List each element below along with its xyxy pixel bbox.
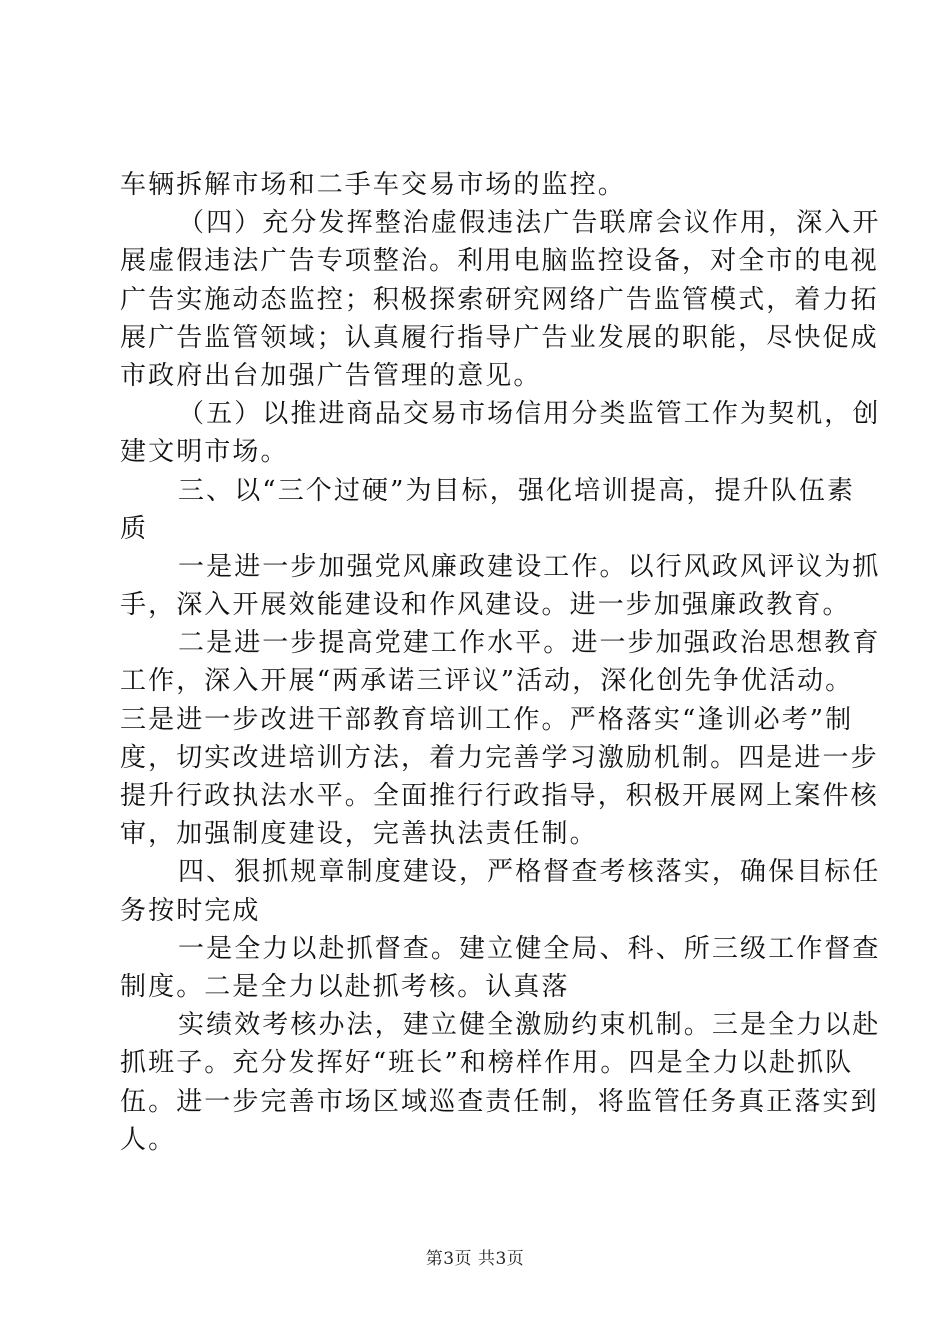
text-line: 审，加强制度建设，完善执法责任制。: [120, 819, 598, 850]
text-line: 市政府出台加强广告管理的意见。: [120, 360, 542, 391]
text-line: 抓班子。充分发挥好“班长”和榜样作用。四是全力以赴抓队: [120, 1048, 854, 1079]
text-line: 人。: [120, 1124, 177, 1155]
text-line: 工作，深入开展“两承诺三评议”活动，深化创先争优活动。: [120, 666, 854, 697]
text-line: 车辆拆解市场和二手车交易市场的监控。: [120, 170, 626, 200]
text-line: 展广告监管领域；认真履行指导广告业发展的职能，尽快促成: [120, 322, 879, 353]
text-line: 务按时完成: [120, 895, 261, 926]
text-line: 制度。二是全力以赴抓考核。认真落: [120, 971, 570, 1002]
text-line: 二是进一步提高党建工作水平。进一步加强政治思想教育: [178, 628, 881, 659]
text-line: 质: [120, 513, 149, 544]
text-line: 展虚假违法广告专项整治。利用电脑监控设备，对全市的电视: [120, 246, 879, 277]
text-line: 手，深入开展效能建设和作风建设。进一步加强廉政教育。: [120, 590, 851, 621]
text-line: 度，切实改进培训方法，着力完善学习激励机制。四是进一步: [120, 742, 879, 773]
text-line: 三是进一步改进干部教育培训工作。严格落实“逢训必考”制: [120, 704, 854, 735]
text-line: 伍。进一步完善市场区域巡查责任制，将监管任务真正落实到: [120, 1086, 879, 1117]
text-line: 提升行政执法水平。全面推行行政指导，积极开展网上案件核: [120, 781, 879, 811]
text-line: 广告实施动态监控；积极探索研究网络广告监管模式，着力拓: [120, 284, 879, 315]
text-line: 一是全力以赴抓督查。建立健全局、科、所三级工作督查: [178, 933, 881, 964]
text-line: 三、以“三个过硬”为目标，强化培训提高，提升队伍素: [178, 475, 856, 506]
text-line: 实绩效考核办法，建立健全激励约束机制。三是全力以赴: [178, 1010, 881, 1041]
text-line: 一是进一步加强党风廉政建设工作。以行风政风评议为抓: [178, 551, 881, 582]
document-body: [120, 166, 881, 1159]
text-line: 建文明市场。: [120, 437, 289, 468]
page-footer: 第3页 共3页: [425, 1249, 525, 1269]
text-line: 四、狠抓规章制度建设，严格督查考核落实，确保目标任: [178, 857, 881, 888]
text-line: （五）以推进商品交易市场信用分类监管工作为契机，创: [178, 399, 881, 430]
text-line: （四）充分发挥整治虚假违法广告联席会议作用，深入开: [178, 208, 881, 239]
